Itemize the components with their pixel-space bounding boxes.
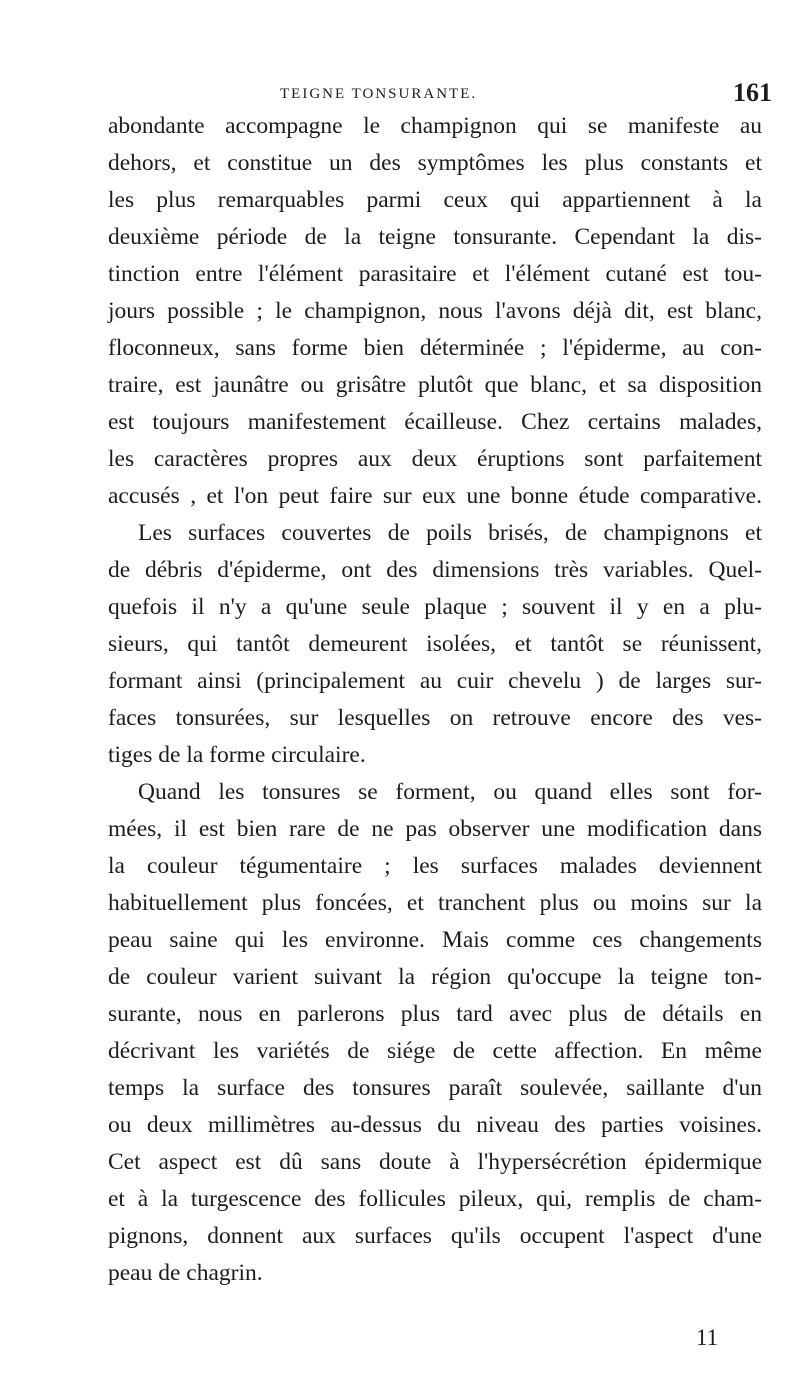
text-line: tinction entre l'élément parasitaire et l'élément cutané est tou- bbox=[108, 261, 762, 287]
text-line: et à la turgescence des follicules pileux, qui, remplis de cham- bbox=[108, 1186, 762, 1212]
text-line: pignons, donnent aux surfaces qu'ils occupent l'aspect d'une bbox=[108, 1223, 762, 1249]
text-line: traire, est jaunâtre ou grisâtre plutôt que blanc, et sa disposition bbox=[108, 372, 762, 398]
text-line: Quand les tonsures se forment, ou quand elles sont for- bbox=[138, 779, 762, 805]
signature-mark: 11 bbox=[696, 1325, 719, 1350]
text-line: temps la surface des tonsures paraît soulevée, saillante d'un bbox=[108, 1075, 762, 1101]
text-line: tiges de la forme circulaire. bbox=[108, 742, 366, 768]
text-line: la couleur tégumentaire ; les surfaces malades deviennent bbox=[108, 853, 762, 879]
page-number: 161 bbox=[733, 78, 772, 107]
text-line: les plus remarquables parmi ceux qui appartiennent à la bbox=[108, 187, 762, 213]
text-line: floconneux, sans forme bien déterminée ; l'épiderme, au con- bbox=[108, 335, 762, 361]
text-line: Cet aspect est dû sans doute à l'hypersécrétion épidermique bbox=[108, 1149, 762, 1175]
text-line: les caractères propres aux deux éruptions sont parfaitement bbox=[108, 446, 762, 472]
text-line: est toujours manifestement écailleuse. Chez certains malades, bbox=[108, 409, 762, 435]
text-line: peau de chagrin. bbox=[108, 1260, 263, 1286]
running-head-title: TEIGNE TONSURANTE. bbox=[280, 86, 478, 102]
text-line: deuxième période de la teigne tonsurante. Cependant la dis- bbox=[108, 224, 762, 250]
text-line: Les surfaces couvertes de poils brisés, de champignons et bbox=[138, 520, 762, 546]
text-line: de couleur varient suivant la région qu'occupe la teigne ton- bbox=[108, 964, 762, 990]
text-line: jours possible ; le champignon, nous l'avons déjà dit, est blanc, bbox=[108, 298, 762, 324]
text-line: mées, il est bien rare de ne pas observer une modification dans bbox=[108, 816, 762, 842]
text-line: de débris d'épiderme, ont des dimensions très variables. Quel- bbox=[108, 557, 762, 583]
text-line: abondante accompagne le champignon qui se manifeste au bbox=[108, 113, 762, 139]
text-line: accusés , et l'on peut faire sur eux une bonne étude comparative. bbox=[108, 483, 762, 509]
text-line: faces tonsurées, sur lesquelles on retrouve encore des ves- bbox=[108, 705, 762, 731]
text-line: dehors, et constitue un des symptômes les plus constants et bbox=[108, 150, 762, 176]
text-line: surante, nous en parlerons plus tard avec plus de détails en bbox=[108, 1001, 762, 1027]
text-line: décrivant les variétés de siége de cette affection. En même bbox=[108, 1038, 762, 1064]
text-line: ou deux millimètres au-dessus du niveau des parties voisines. bbox=[108, 1112, 762, 1138]
text-line: peau saine qui les environne. Mais comme ces changements bbox=[108, 927, 762, 953]
text-line: habituellement plus foncées, et tranchent plus ou moins sur la bbox=[108, 890, 762, 916]
text-line: sieurs, qui tantôt demeurent isolées, et tantôt se réunissent, bbox=[108, 631, 762, 657]
text-line: quefois il n'y a qu'une seule plaque ; souvent il y en a plu- bbox=[108, 594, 762, 620]
text-line: formant ainsi (principalement au cuir chevelu ) de larges sur- bbox=[108, 668, 762, 694]
